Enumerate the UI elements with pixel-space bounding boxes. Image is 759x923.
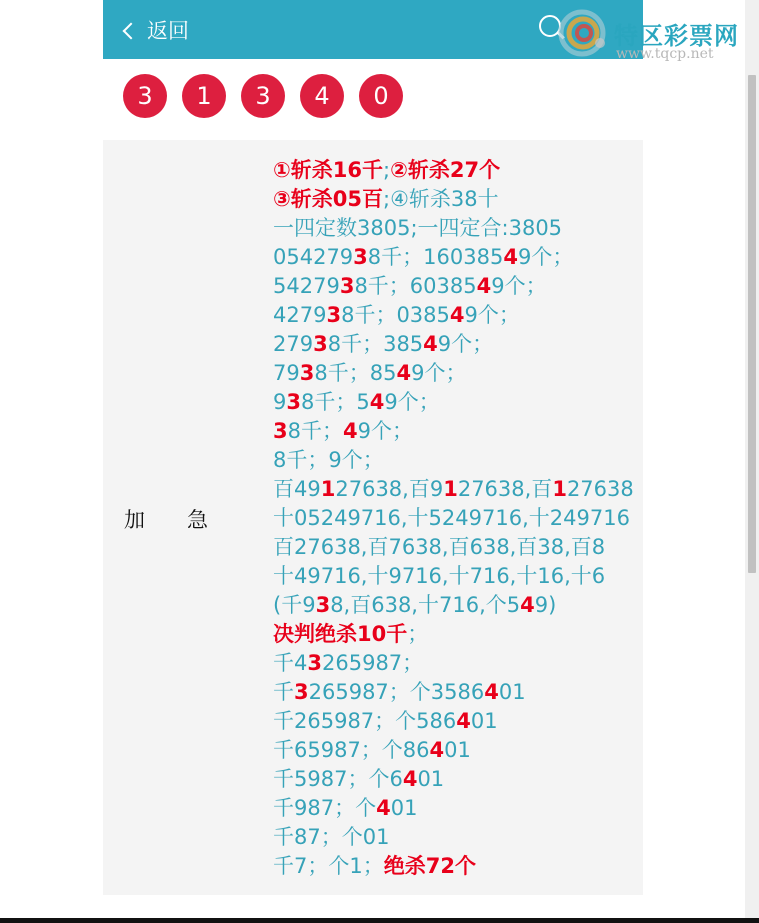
prediction-line — [273, 562, 633, 591]
prediction-segment: 9个； — [517, 245, 574, 269]
prediction-segment: 3 — [307, 651, 322, 675]
prediction-line — [273, 301, 633, 330]
prediction-segment: 27638,百9 — [335, 477, 444, 501]
prediction-segment: 27638,百 — [457, 477, 553, 501]
prediction-segment: 一四定数3805;一四定合:3805 — [273, 216, 563, 240]
prediction-segment: 千4 — [273, 651, 308, 675]
prediction-segment: 8千；60385 — [354, 274, 477, 298]
result-ball: 3 — [241, 74, 285, 118]
prediction-line — [273, 533, 633, 562]
prediction-segment: 01 — [417, 767, 445, 791]
prediction-line — [273, 330, 633, 359]
prediction-segment: 8千；385 — [327, 332, 424, 356]
prediction-line — [273, 359, 633, 388]
prediction-segment: ②斩杀27个 — [390, 158, 501, 182]
prediction-segment: 3 — [339, 274, 355, 298]
prediction-segment: 9个； — [384, 390, 440, 414]
prediction-segment: 8千； — [287, 419, 343, 443]
prediction-segment: 4 — [423, 332, 438, 356]
prediction-segment: ; — [383, 158, 391, 182]
logo-name: 特区彩票网 — [614, 22, 739, 50]
prediction-line — [273, 765, 633, 794]
prediction-line — [273, 649, 633, 678]
prediction-segment: 千65987；个86 — [273, 738, 430, 762]
prediction-segment: 决判绝杀10千 — [273, 622, 408, 646]
prediction-segment: 千 — [273, 680, 294, 704]
prediction-segment: 27638 — [566, 477, 634, 501]
scrollbar[interactable] — [745, 0, 759, 923]
prediction-segment: 01 — [390, 796, 418, 820]
prediction-segment: 9个； — [464, 303, 520, 327]
prediction-segment: 01 — [498, 680, 526, 704]
prediction-segment: 3 — [313, 332, 328, 356]
prediction-segment: 十49716,十9716,十716,十16,十6 — [273, 564, 606, 588]
prediction-segment: 3 — [299, 361, 315, 385]
prediction-segment: 54279 — [273, 274, 340, 298]
prediction-segment: 265987； — [322, 651, 424, 675]
logo-swirl-icon — [556, 6, 610, 60]
bottom-edge — [0, 918, 759, 923]
prediction-segment: 千265987；个586 — [273, 709, 457, 733]
prediction-segment: 4 — [476, 274, 492, 298]
result-ball: 3 — [123, 74, 167, 118]
prediction-segment: 4 — [520, 593, 535, 617]
prediction-segment: 4 — [369, 390, 385, 414]
page — [103, 0, 643, 923]
prediction-segment: 3 — [315, 593, 331, 617]
prediction-text — [273, 156, 633, 881]
prediction-segment: 4 — [402, 767, 418, 791]
chevron-left-icon — [123, 22, 140, 39]
prediction-segment: 4 — [484, 680, 499, 704]
prediction-segment: 1 — [552, 477, 567, 501]
prediction-line — [273, 823, 633, 852]
prediction-segment: 8千；85 — [314, 361, 397, 385]
prediction-segment: 千987；个 — [273, 796, 377, 820]
prediction-segment: 千7；个1； — [273, 854, 384, 878]
prediction-line — [273, 591, 633, 620]
site-logo[interactable] — [556, 6, 751, 64]
prediction-segment: 1 — [320, 477, 336, 501]
result-ball: 0 — [359, 74, 403, 118]
prediction-segment: 千87；个01 — [273, 825, 390, 849]
prediction-segment: 4 — [396, 361, 412, 385]
prediction-segment: (千9 — [273, 593, 316, 617]
prediction-line — [273, 852, 633, 881]
prediction-segment: 265987；个3586 — [308, 680, 485, 704]
prediction-segment: 8千；160385 — [367, 245, 504, 269]
prediction-segment: 4 — [449, 303, 465, 327]
prediction-line — [273, 272, 633, 301]
prediction-segment: ③斩杀05百 — [273, 187, 384, 211]
prediction-line — [273, 678, 633, 707]
prediction-segment: 9 — [273, 390, 287, 414]
prediction-segment: 054279 — [273, 245, 354, 269]
prediction-segment: 4 — [503, 245, 518, 269]
prediction-segment: ； — [407, 622, 429, 646]
row-label: 加 急 — [124, 508, 208, 532]
prediction-segment: 4 — [456, 709, 471, 733]
prediction-segment: 9个； — [411, 361, 467, 385]
prediction-segment: 百49 — [273, 477, 321, 501]
prediction-line — [273, 446, 633, 475]
prediction-line — [273, 214, 633, 243]
prediction-segment: 9) — [534, 593, 557, 617]
prediction-line — [273, 156, 633, 185]
prediction-line — [273, 504, 633, 533]
prediction-segment: 4 — [376, 796, 391, 820]
prediction-segment: 01 — [444, 738, 471, 762]
prediction-segment: 01 — [470, 709, 498, 733]
prediction-segment: 9个； — [357, 419, 413, 443]
prediction-line — [273, 475, 633, 504]
prediction-segment: 1 — [443, 477, 458, 501]
scrollbar-thumb[interactable] — [748, 75, 756, 573]
prediction-segment: 百27638,百7638,百638,百38,百8 — [273, 535, 606, 559]
prediction-segment: 9个； — [437, 332, 494, 356]
prediction-segment: 8千；0385 — [341, 303, 450, 327]
prediction-line — [273, 620, 633, 649]
prediction-segment: 9个； — [491, 274, 547, 298]
prediction-table — [103, 140, 643, 895]
prediction-line — [273, 417, 633, 446]
prediction-line — [273, 185, 633, 214]
prediction-segment: 8,百638,十716,个5 — [330, 593, 521, 617]
result-ball: 4 — [300, 74, 344, 118]
prediction-segment: 8千；9个； — [273, 448, 384, 472]
prediction-segment: 4 — [343, 419, 358, 443]
prediction-line — [273, 388, 633, 417]
prediction-segment: 3 — [353, 245, 368, 269]
result-ball: 1 — [182, 74, 226, 118]
logo-url: www.tqcp.net — [616, 46, 714, 62]
prediction-segment: 3 — [294, 680, 309, 704]
result-balls — [123, 74, 418, 118]
prediction-segment: 千5987；个6 — [273, 767, 403, 791]
prediction-line — [273, 243, 633, 272]
prediction-segment: 4279 — [273, 303, 327, 327]
prediction-segment: ;④斩杀38十 — [383, 187, 499, 211]
prediction-segment: 3 — [286, 390, 301, 414]
prediction-segment: 3 — [326, 303, 342, 327]
prediction-segment: 4 — [429, 738, 445, 762]
prediction-segment: 绝杀72个 — [383, 854, 476, 878]
prediction-segment: 3 — [273, 419, 288, 443]
prediction-segment: 279 — [273, 332, 314, 356]
prediction-line — [273, 736, 633, 765]
back-label: 返回 — [147, 19, 189, 43]
back-button[interactable] — [125, 16, 189, 44]
prediction-segment: ①斩杀16千 — [273, 158, 384, 182]
prediction-segment: 79 — [273, 361, 300, 385]
prediction-line — [273, 707, 633, 736]
prediction-segment: 8千；5 — [301, 390, 370, 414]
prediction-segment: 十05249716,十5249716,十249716 — [273, 506, 630, 530]
prediction-line — [273, 794, 633, 823]
